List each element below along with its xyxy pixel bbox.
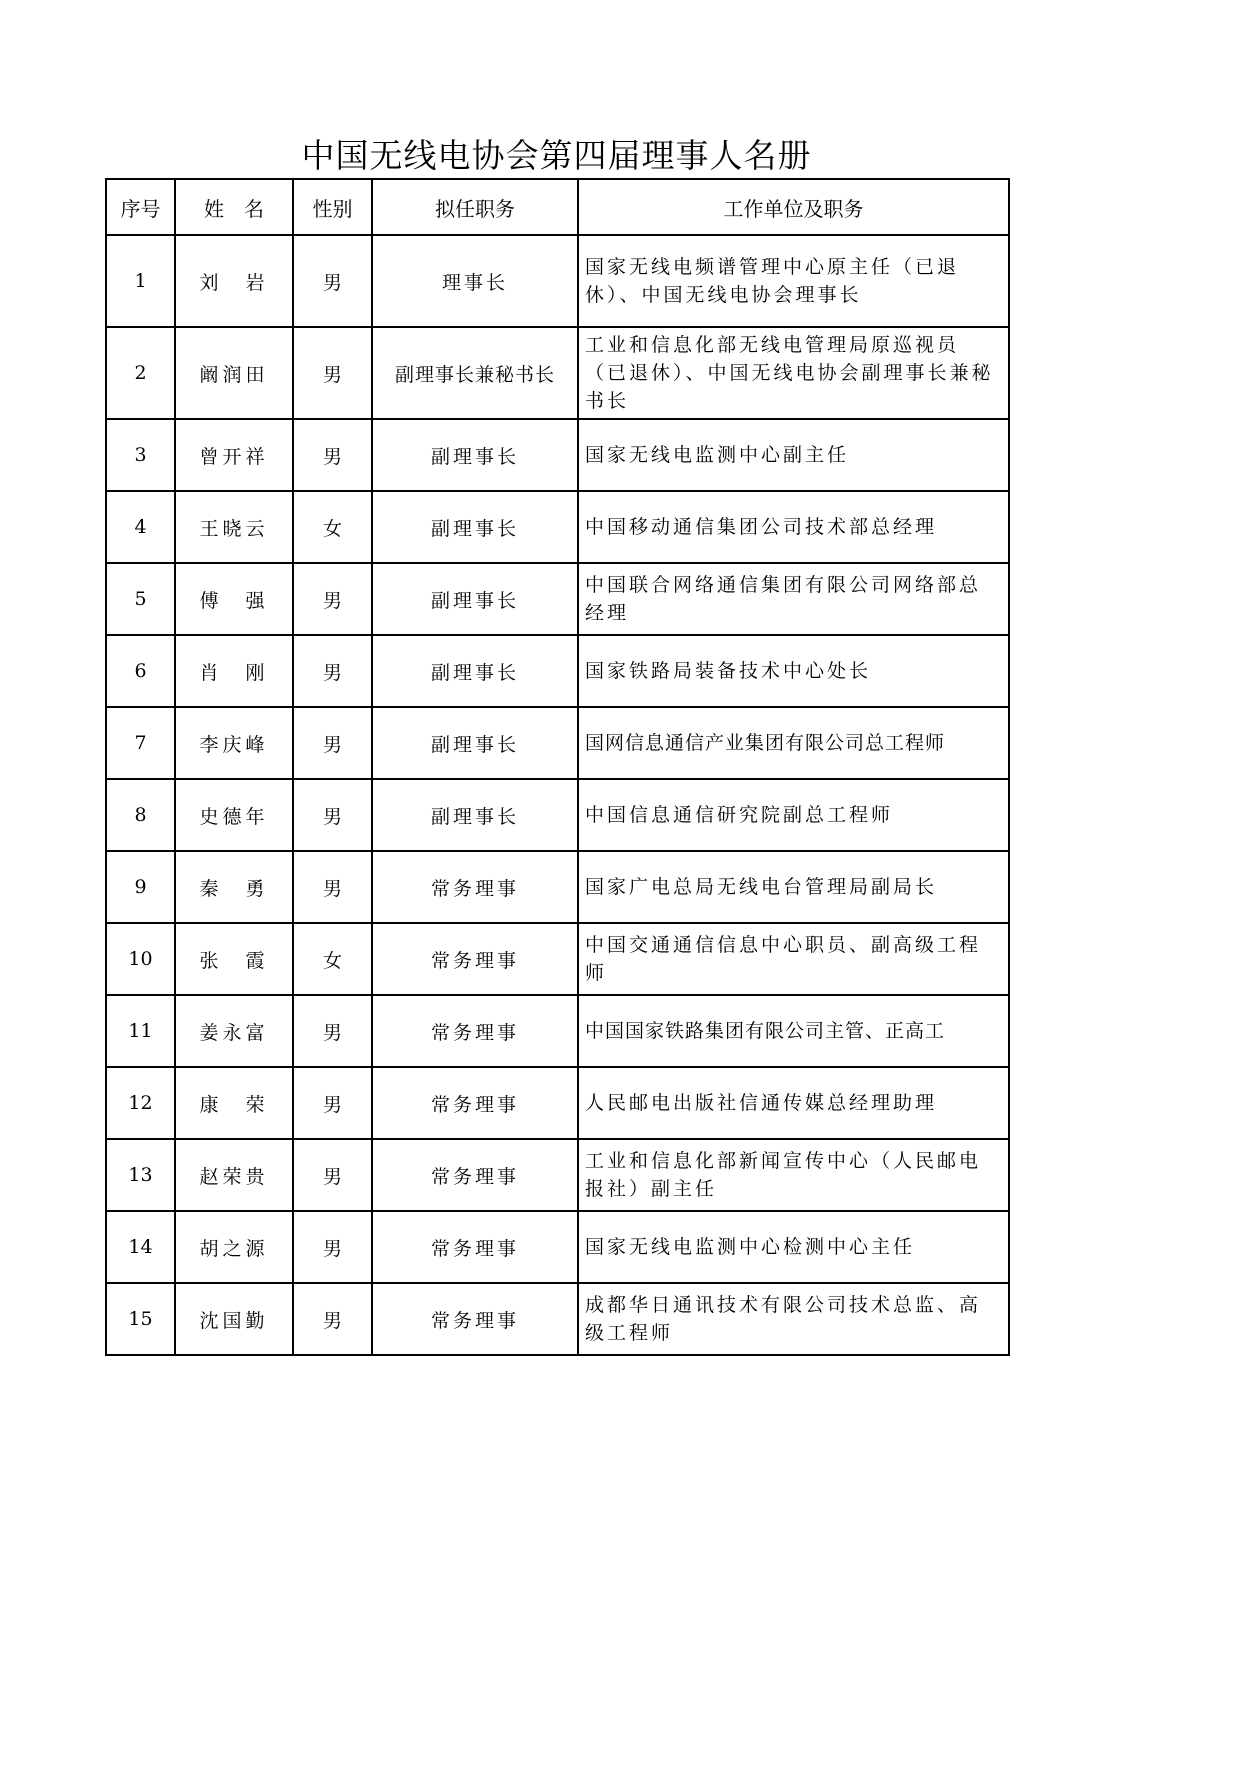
cell-role: 副理事长兼秘书长 — [372, 327, 578, 419]
cell-name: 曾开祥 — [175, 419, 293, 491]
cell-gender: 男 — [293, 419, 372, 491]
cell-name: 姜永富 — [175, 995, 293, 1067]
cell-gender: 女 — [293, 491, 372, 563]
cell-role: 副理事长 — [372, 707, 578, 779]
cell-name: 史德年 — [175, 779, 293, 851]
header-role: 拟任职务 — [372, 179, 578, 235]
cell-gender: 女 — [293, 923, 372, 995]
cell-gender: 男 — [293, 1067, 372, 1139]
cell-num: 7 — [106, 707, 175, 779]
table-row — [106, 923, 1009, 995]
cell-num: 1 — [106, 235, 175, 327]
cell-name: 秦 勇 — [175, 851, 293, 923]
cell-gender: 男 — [293, 1211, 372, 1283]
header-name: 姓 名 — [175, 179, 293, 235]
table-row — [106, 491, 1009, 563]
cell-gender: 男 — [293, 327, 372, 419]
cell-org: 中国信息通信研究院副总工程师 — [578, 779, 1009, 851]
cell-role: 常务理事 — [372, 995, 578, 1067]
cell-gender: 男 — [293, 1283, 372, 1355]
table-row — [106, 1067, 1009, 1139]
roster-table — [105, 178, 1010, 1356]
header-row — [106, 179, 1009, 235]
cell-name: 傅 强 — [175, 563, 293, 635]
header-num: 序号 — [106, 179, 175, 235]
cell-name: 张 霞 — [175, 923, 293, 995]
cell-num: 15 — [106, 1283, 175, 1355]
cell-org: 国家铁路局装备技术中心处长 — [578, 635, 1009, 707]
document-title: 中国无线电协会第四届理事人名册 — [301, 136, 812, 175]
table-row — [106, 779, 1009, 851]
cell-name: 阚润田 — [175, 327, 293, 419]
cell-role: 常务理事 — [372, 1067, 578, 1139]
cell-name: 王晓云 — [175, 491, 293, 563]
cell-org: 中国移动通信集团公司技术部总经理 — [578, 491, 1009, 563]
cell-org: 中国国家铁路集团有限公司主管、正高工 — [578, 995, 1009, 1067]
cell-num: 13 — [106, 1139, 175, 1211]
cell-role: 常务理事 — [372, 851, 578, 923]
cell-org: 国家无线电监测中心检测中心主任 — [578, 1211, 1009, 1283]
cell-org: 人民邮电出版社信通传媒总经理助理 — [578, 1067, 1009, 1139]
cell-gender: 男 — [293, 995, 372, 1067]
cell-org: 中国交通通信信息中心职员、副高级工程师 — [578, 923, 1009, 995]
cell-name: 胡之源 — [175, 1211, 293, 1283]
cell-num: 11 — [106, 995, 175, 1067]
cell-num: 9 — [106, 851, 175, 923]
cell-role: 常务理事 — [372, 1211, 578, 1283]
cell-role: 副理事长 — [372, 779, 578, 851]
table-row — [106, 563, 1009, 635]
table-row — [106, 1139, 1009, 1211]
cell-gender: 男 — [293, 779, 372, 851]
cell-org: 国家无线电频谱管理中心原主任（已退休）、中国无线电协会理事长 — [578, 235, 1009, 327]
cell-gender: 男 — [293, 1139, 372, 1211]
cell-role: 常务理事 — [372, 1139, 578, 1211]
cell-gender: 男 — [293, 851, 372, 923]
table-row — [106, 851, 1009, 923]
cell-org: 国家广电总局无线电台管理局副局长 — [578, 851, 1009, 923]
cell-role: 副理事长 — [372, 491, 578, 563]
cell-org: 工业和信息化部无线电管理局原巡视员（已退休）、中国无线电协会副理事长兼秘书长 — [578, 327, 1009, 419]
table-row — [106, 235, 1009, 327]
cell-num: 5 — [106, 563, 175, 635]
cell-gender: 男 — [293, 235, 372, 327]
table-row — [106, 327, 1009, 419]
cell-num: 3 — [106, 419, 175, 491]
cell-org: 工业和信息化部新闻宣传中心（人民邮电报社）副主任 — [578, 1139, 1009, 1211]
table-row — [106, 995, 1009, 1067]
cell-gender: 男 — [293, 707, 372, 779]
cell-num: 4 — [106, 491, 175, 563]
cell-num: 2 — [106, 327, 175, 419]
cell-role: 副理事长 — [372, 419, 578, 491]
cell-gender: 男 — [293, 563, 372, 635]
cell-name: 李庆峰 — [175, 707, 293, 779]
cell-name: 肖 刚 — [175, 635, 293, 707]
table-row — [106, 635, 1009, 707]
cell-role: 理事长 — [372, 235, 578, 327]
cell-org: 成都华日通讯技术有限公司技术总监、高级工程师 — [578, 1283, 1009, 1355]
cell-role: 副理事长 — [372, 563, 578, 635]
table-row — [106, 1211, 1009, 1283]
cell-num: 14 — [106, 1211, 175, 1283]
table-row — [106, 707, 1009, 779]
cell-gender: 男 — [293, 635, 372, 707]
cell-role: 常务理事 — [372, 923, 578, 995]
cell-num: 6 — [106, 635, 175, 707]
cell-org: 国网信息通信产业集团有限公司总工程师 — [578, 707, 1009, 779]
cell-num: 12 — [106, 1067, 175, 1139]
cell-name: 刘 岩 — [175, 235, 293, 327]
cell-num: 8 — [106, 779, 175, 851]
cell-role: 常务理事 — [372, 1283, 578, 1355]
cell-role: 副理事长 — [372, 635, 578, 707]
cell-name: 赵荣贵 — [175, 1139, 293, 1211]
table-row — [106, 419, 1009, 491]
header-gender: 性别 — [293, 179, 372, 235]
cell-name: 康 荣 — [175, 1067, 293, 1139]
cell-org: 国家无线电监测中心副主任 — [578, 419, 1009, 491]
table-row — [106, 1283, 1009, 1355]
cell-num: 10 — [106, 923, 175, 995]
cell-name: 沈国勤 — [175, 1283, 293, 1355]
header-org: 工作单位及职务 — [578, 179, 1009, 235]
cell-org: 中国联合网络通信集团有限公司网络部总经理 — [578, 563, 1009, 635]
